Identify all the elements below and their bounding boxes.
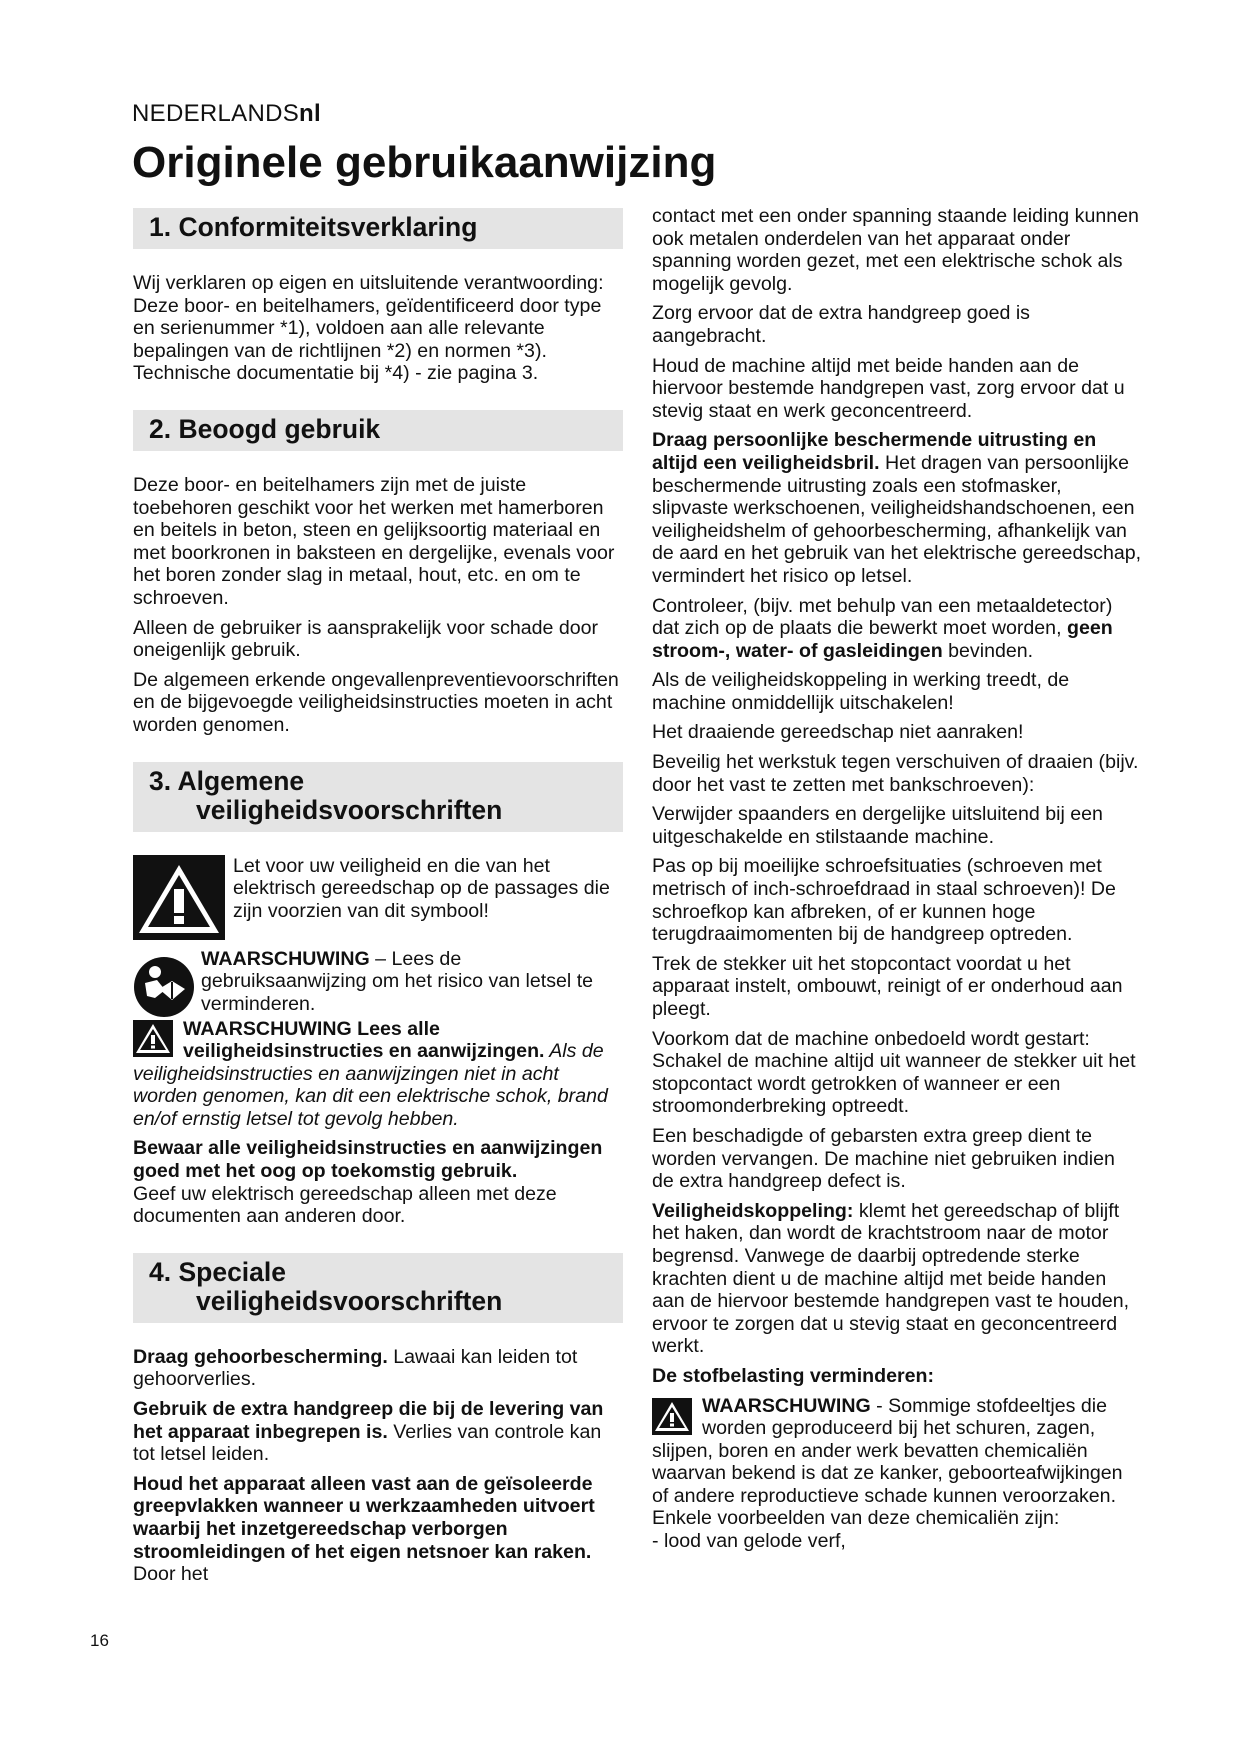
right-paragraph-4: Draag persoonlijke beschermende uitrusting en altijd een veiligheidsbril. Het dragen van persoonlijke beschermende uitrusting zoals een stofmasker, slipvaste werkschoenen, veiligheidshandschoenen, een veiligheidshelm of gehoorbescherming, afhankelijk van de aard en het gebruik van het elektrische gereedschap, vermindert het risico op letsel. — [652, 429, 1142, 587]
right-paragraph-10: Pas op bij moeilijke schroefsituaties (schroeven met metrisch of inch-schroefdraad in staal schroeven)! De schroefkop kan afbreken, of er kunnen hoge terugdraaimomenten bij de handgreep optreden. — [652, 855, 1116, 946]
dust-example-1: - lood van gelode verf, — [652, 1530, 846, 1553]
pass-on-instructions: Geef uw elektrisch gereedschap alleen met deze documenten aan anderen door. — [133, 1182, 557, 1228]
dust-heading: De stofbelasting verminderen: — [652, 1364, 934, 1387]
section-2-paragraph-3: De algemeen erkende ongevallenpreventievoorschriften en de bijgevoegde veiligheidsinstructies moeten in acht worden genomen. — [133, 668, 619, 736]
right-paragraph-14: Veiligheidskoppeling: klemt het gereedschap of blijft het haken, dan wordt de krachtstroom naar de motor begrensd. Vanwege de daarbij optredende sterke krachten dient u de machine altijd met beide handen aan de hiervoor bestemde handgrepen vast te houden, ervoor te zorgen dat u stevig staat en geconcentreerd werkt. — [652, 1199, 1130, 1358]
right-paragraph-8: Beveilig het werkstuk tegen verschuiven of draaien (bijv. door het vast te zetten met bankschroeven): — [652, 751, 1139, 796]
read-manual-text — [201, 948, 623, 1016]
section-2-paragraph-1: Deze boor- en beitelhamers zijn met de juiste toebehoren geschikt voor het werken met hamerboren en beitels in beton, steen en gelijksoortig materiaal en met boorkronen in baksteen en dergelijke, evenals voor het boren zonder slag in metaal, hout, etc. en om te schroeven. — [133, 473, 615, 609]
general-warning — [133, 1018, 623, 1131]
right-paragraph-1: contact met een onder spanning staande leiding kunnen ook metalen onderdelen van het apparaat onder spanning worden gezet, met een elektrische schok als mogelijk gevolg. — [652, 205, 1139, 295]
right-paragraph-7: Het draaiende gereedschap niet aanraken! — [652, 721, 1024, 744]
right-column — [652, 205, 1142, 1560]
section-4-heading-line1: 4. Speciale — [149, 1256, 287, 1287]
dust-warning: WAARSCHUWING - Sommige stofdeeltjes die worden geproduceerd bij het schuren, zagen, slijpen, boren en ander werk bevatten chemicaliën waarvan bekend is dat ze kanker, geboorteafwijkingen of andere reproductieve schade kunnen veroorzaken. Enkele voorbeelden van deze chemicaliën zijn: — [652, 1394, 1123, 1530]
right-paragraph-12: Voorkom dat de machine onbedoeld wordt gestart: Schakel de machine altijd uit wanneer de stekker uit het stopcontact wordt getrokken of wanneer er een stroomonderbreking optreedt. — [652, 1027, 1136, 1118]
section-1-paragraph: Wij verklaren op eigen en uitsluitende verantwoording: Deze boor- en beitelhamers, geïdentificeerd door type en serienummer *1), voldoen aan alle relevante bepalingen van de richtlijnen *2) en normen *3). Technische documentatie bij *4) - zie pagina 3. — [133, 272, 604, 385]
language-name: NEDERLANDS — [132, 100, 300, 127]
section-3-heading-line1: 3. Algemene — [149, 765, 305, 796]
read-manual-warning-label: WAARSCHUWING — [201, 947, 370, 970]
section-4-paragraph-3: Houd het apparaat alleen vast aan de geïsoleerde greepvlakken wanneer u werkzaamheden uitvoert waarbij het inzetgereedschap verborgen stroomleidingen of het eigen netsnoer kan raken. Door het — [133, 1472, 595, 1586]
page-number: 16 — [90, 1631, 109, 1650]
section-1-heading: 1. Conformiteitsverklaring — [133, 208, 623, 249]
section-4-heading — [133, 1253, 623, 1323]
read-manual-warning-text: – Lees de gebruiksaanwijzing om het risico van letsel te verminderen. — [201, 947, 594, 1015]
warning-symbol-text: Let voor uw veiligheid en die van het elektrisch gereedschap op de passages die zijn voorzien van dit symbool! — [233, 854, 610, 922]
warning-symbol-row — [133, 855, 623, 940]
page-title: Originele gebruikaanwijzing — [132, 138, 717, 187]
right-paragraph-3: Houd de machine altijd met beide handen aan de hiervoor bestemde handgrepen vast, zorg ervoor dat u stevig staat en werk geconcentreerd. — [652, 354, 1125, 422]
section-4-paragraph-2: Gebruik de extra handgreep die bij de levering van het apparaat inbegrepen is. Verlies van controle kan tot letsel leiden. — [133, 1398, 604, 1466]
right-paragraph-2: Zorg ervoor dat de extra handgreep goed is aangebracht. — [652, 302, 1030, 347]
section-2-heading: 2. Beoogd gebruik — [133, 410, 623, 451]
keep-instructions: Bewaar alle veiligheidsinstructies en aanwijzingen goed met het oog op toekomstig gebruik. — [133, 1137, 603, 1183]
section-3-heading — [133, 762, 623, 832]
general-warning-label: WAARSCHUWING Lees alle veiligheidsinstructies en aanwijzingen. — [183, 1017, 545, 1063]
section-4-paragraph-1: Draag gehoorbescherming. Lawaai kan leiden tot gehoorverlies. — [133, 1345, 578, 1391]
right-paragraph-5: Controleer, (bijv. met behulp van een metaaldetector) dat zich op de plaats die bewerkt moet worden, geen stroom-, water- of gasleidingen bevinden. — [652, 594, 1113, 662]
read-manual-icon — [133, 956, 195, 1018]
warning-triangle-icon — [133, 855, 225, 940]
right-paragraph-9: Verwijder spaanders en dergelijke uitsluitend bij een uitgeschakelde en stilstaande machine. — [652, 803, 1103, 848]
warning-small-icon — [133, 1020, 173, 1057]
left-column — [133, 208, 623, 1593]
dust-warning-icon — [652, 1398, 692, 1435]
right-paragraph-6: Als de veiligheidskoppeling in werking treedt, de machine onmiddellijk uitschakelen! — [652, 669, 1070, 714]
right-paragraph-11: Trek de stekker uit het stopcontact voordat u het apparaat instelt, ombouwt, reinigt of er onderhoud aan pleegt. — [652, 952, 1123, 1020]
section-4-heading-line2: veiligheidsvoorschriften — [196, 1285, 503, 1316]
general-warning-text: Als de veiligheidsinstructies en aanwijzingen niet in acht worden genomen, kan dit een elektrische schok, brand en/of ernstig letsel tot gevolg hebben. — [133, 1040, 608, 1130]
section-3-heading-line2: veiligheidsvoorschriften — [196, 794, 503, 825]
language-code: nl — [299, 100, 321, 127]
right-paragraph-13: Een beschadigde of gebarsten extra greep dient te worden vervangen. De machine niet gebruiken indien de extra handgreep defect is. — [652, 1124, 1115, 1193]
section-2-paragraph-2: Alleen de gebruiker is aansprakelijk voor schade door oneigenlijk gebruik. — [133, 616, 599, 662]
read-manual-row — [133, 948, 623, 1018]
language-label — [132, 100, 321, 128]
